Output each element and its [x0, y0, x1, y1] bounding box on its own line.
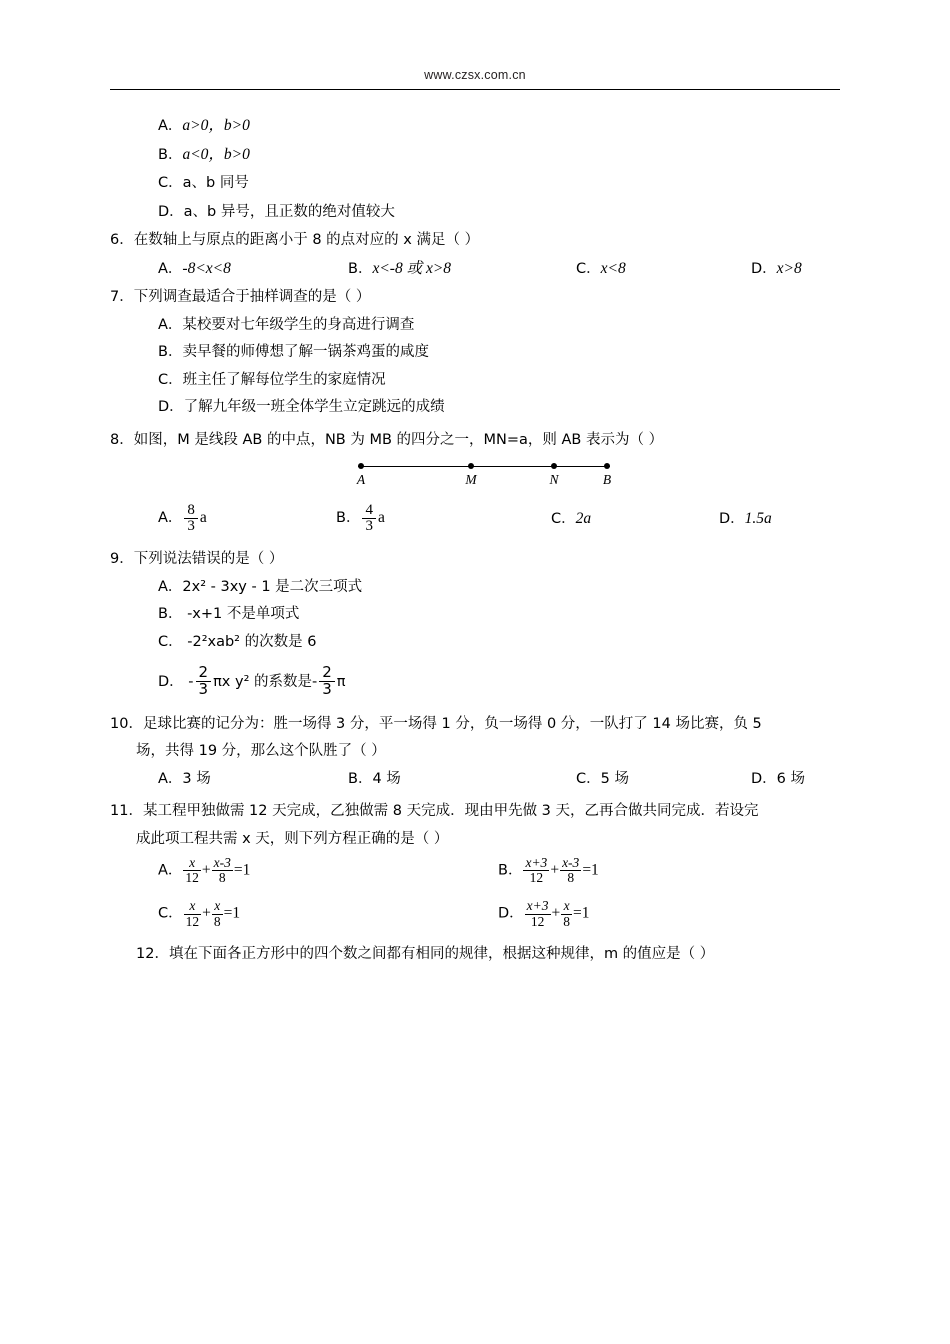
q7-stem [110, 290, 840, 305]
q9-option-b-text: -x+1 不是单项式 [187, 606, 300, 622]
q8-option-b-label: B． [336, 509, 361, 526]
q10-option-a-label: A． [158, 770, 183, 787]
q8-option-a-tail: a [199, 508, 207, 526]
q8-option-d-label: D． [719, 511, 745, 527]
q11-option-b-denominator-2: 8 [567, 870, 575, 886]
q7-option-d-text: 了解九年级一班全体学生立定跳远的成绩 [183, 399, 445, 415]
q11-option-a-plus: + [201, 861, 211, 879]
q8-option-a-fraction [184, 503, 198, 536]
question-7 [110, 290, 840, 415]
q11-stem-text-1: 某工程甲独做需 12 天完成，乙独做需 8 天完成．现由甲先做 3 天，乙再合做共同完成．若设完 [142, 803, 759, 819]
segment-point-a-dot [358, 463, 364, 469]
q10-option-b [348, 772, 576, 787]
q11-option-b-fraction-2 [560, 856, 581, 885]
question-6 [110, 233, 840, 276]
q10-stem-text-1: 足球比赛的记分为：胜一场得 3 分，平一场得 1 分，负一场得 0 分，一队打了 14 场比赛，负 5 [142, 715, 762, 732]
q11-option-c [158, 899, 498, 928]
q10-option-c [576, 772, 751, 787]
q9-option-c [158, 635, 840, 650]
q6-number: 6． [110, 232, 134, 248]
q7-option-c-label: C． [158, 371, 183, 388]
segment-label-a: A [356, 472, 366, 487]
q11-option-b-fraction-1 [523, 856, 549, 885]
q11-stem-line-2 [110, 832, 840, 847]
q11-option-d-denominator-2: 8 [563, 913, 571, 929]
segment-point-n-dot [551, 463, 557, 469]
q5-option-d [158, 204, 840, 220]
q10-option-c-label: C． [576, 770, 601, 787]
q8-option-b [336, 503, 551, 536]
q11-options-row-1 [158, 856, 840, 885]
q9-option-d-minus: - [188, 673, 194, 690]
q10-option-b-text: 4 场 [372, 770, 401, 787]
q8-option-d [719, 511, 772, 527]
q6-option-a-text: -8<x<8 [182, 259, 231, 277]
q7-option-d-label: D． [158, 399, 184, 415]
question-9 [110, 552, 840, 698]
q12-number: 12． [136, 945, 169, 962]
q11-options-row-2 [158, 899, 840, 928]
q10-stem-text-2: 场，共得 19 分，那么这个队胜了（ ） [136, 743, 386, 759]
q10-options [158, 772, 840, 787]
q9-option-c-text: -2²xab² 的次数是 6 [187, 633, 317, 650]
q11-option-c-fraction-2 [212, 899, 223, 928]
q10-option-d [751, 772, 805, 787]
q11-option-b-denominator-1: 12 [529, 870, 544, 886]
q11-option-d-label: D． [498, 905, 524, 922]
q9-option-d-denominator-1: 3 [198, 679, 209, 698]
q11-option-a-numerator-2: x-3 [213, 855, 231, 870]
q9-option-d-numerator-1: 2 [196, 665, 212, 682]
q10-option-a-text: 3 场 [182, 770, 211, 787]
q11-option-b-numerator-2: x-3 [562, 855, 580, 870]
q7-option-b [158, 345, 840, 360]
q7-option-c [158, 373, 840, 388]
q11-option-a-equals: =1 [233, 861, 251, 879]
q8-option-a-label: A． [158, 509, 183, 526]
q11-stem-line-1 [110, 804, 840, 819]
q9-option-d-denominator-2: 3 [322, 679, 332, 698]
q11-option-d-numerator-1: x+3 [526, 898, 549, 914]
q5-option-a-label: A． [158, 118, 183, 134]
q9-option-d-pi-2: π [336, 673, 346, 690]
q8-option-c [551, 511, 719, 527]
q6-option-b [348, 261, 576, 277]
q8-option-a-numerator: 8 [184, 503, 198, 520]
segment-point-b-dot [604, 463, 610, 469]
q11-option-a-denominator-2: 8 [218, 870, 226, 886]
q9-option-b [158, 607, 840, 622]
q9-option-d [158, 665, 840, 698]
q9-option-a-label: A． [158, 578, 183, 595]
q9-option-d-fraction-2 [319, 665, 335, 698]
q8-option-b-fraction [362, 503, 376, 536]
q11-option-d-fraction-1 [525, 899, 551, 928]
q11-option-b-numerator-1: x+3 [525, 855, 548, 870]
q11-option-c-denominator-2: 8 [213, 913, 221, 929]
segment-diagram [358, 457, 610, 493]
q8-option-a [158, 503, 336, 536]
q6-stem [110, 233, 840, 248]
q9-stem-text: 下列说法错误的是（ ） [133, 551, 284, 567]
q9-option-a-text: 2x² - 3xy - 1 是二次三项式 [182, 578, 363, 595]
q8-number: 8． [110, 431, 134, 448]
segment-label-b: B [602, 472, 612, 487]
q9-options [158, 580, 840, 698]
q9-option-d-fraction-1 [196, 665, 212, 698]
q11-option-a [158, 856, 498, 885]
q8-option-b-denominator: 3 [365, 518, 373, 535]
q5-option-d-label: D． [158, 203, 184, 220]
q9-option-d-middle-text: x y² 的系数是 [221, 673, 312, 690]
q11-option-a-fraction-2 [212, 856, 233, 885]
segment-label-m: M [465, 472, 477, 487]
q11-option-b-equals: =1 [582, 861, 599, 879]
q11-option-c-plus: + [202, 904, 211, 922]
q11-option-c-numerator-2: x [212, 899, 223, 914]
q7-option-a-text: 某校要对七年级学生的身高进行调查 [182, 316, 415, 333]
q6-option-b-label: B． [348, 260, 373, 277]
q8-option-c-label: C． [551, 511, 576, 527]
q6-stem-text: 在数轴上与原点的距离小于 8 的点对应的 x 满足（ ） [133, 232, 480, 248]
q8-option-b-tail: a [377, 508, 385, 526]
q10-stem-line-1 [110, 717, 840, 732]
q11-option-d-fraction-2 [561, 899, 572, 928]
q9-stem [110, 552, 840, 567]
document-content [110, 90, 840, 961]
q7-option-a [158, 318, 840, 333]
q7-option-c-text: 班主任了解每位学生的家庭情况 [182, 371, 386, 388]
q10-option-d-text: 6 场 [776, 770, 806, 787]
q5-option-d-text: a、b 异号，且正数的绝对值较大 [183, 203, 395, 220]
q5-option-b-label: B． [158, 146, 183, 163]
q9-option-d-minus-2: - [312, 673, 318, 690]
q5-option-c-label: C． [158, 175, 183, 191]
q5-option-c-text: a、b 同号 [182, 175, 249, 191]
q7-option-a-label: A． [158, 316, 183, 333]
q11-option-c-fraction-1 [184, 899, 202, 928]
q11-option-b-label: B． [498, 862, 523, 879]
q6-option-d [751, 261, 802, 277]
q6-option-c [576, 261, 751, 277]
q7-options [158, 318, 840, 415]
q8-options [158, 503, 840, 536]
q11-option-b [498, 856, 599, 885]
q8-option-d-text: 1.5a [744, 510, 772, 527]
q6-option-d-text: x>8 [776, 259, 802, 277]
q10-stem-line-2 [110, 744, 840, 759]
q10-number: 10． [110, 715, 143, 732]
q5-option-a-text: a>0，b>0 [182, 117, 250, 134]
q11-option-a-label: A． [158, 862, 183, 879]
segment-line [358, 466, 610, 467]
question-12 [110, 947, 840, 962]
q5-option-b [158, 147, 840, 163]
q6-option-a [158, 261, 348, 277]
q8-option-b-numerator: 4 [362, 503, 376, 520]
q10-option-d-label: D． [751, 770, 777, 787]
q5-option-a [158, 118, 840, 134]
q11-option-d-equals: =1 [573, 904, 590, 922]
q8-stem-text: 如图，M 是线段 AB 的中点，NB 为 MB 的四分之一，MN=a，则 AB 表示为（ ） [133, 431, 664, 448]
q11-option-d-numerator-2: x [561, 899, 572, 914]
q9-option-a [158, 580, 840, 595]
q11-option-a-fraction-1 [183, 856, 201, 885]
q7-stem-text: 下列调查最适合于抽样调查的是（ ） [133, 289, 371, 305]
q8-figure [110, 457, 840, 497]
q5-option-b-text: a<0，b>0 [182, 145, 250, 163]
page-header [110, 0, 840, 82]
segment-point-m-dot [468, 463, 474, 469]
q12-stem [110, 947, 840, 962]
question-10 [110, 717, 840, 787]
header-site-url: www.czsx.com.cn [424, 68, 526, 82]
segment-label-n: N [549, 472, 559, 487]
q7-option-d [158, 400, 840, 415]
q7-number: 7． [110, 289, 134, 305]
q11-option-c-label: C． [158, 905, 183, 922]
q9-option-d-numerator-2: 2 [319, 665, 335, 682]
q11-option-a-denominator-1: 12 [185, 870, 199, 886]
q6-option-c-text: x<8 [600, 259, 626, 277]
q11-stem-text-2: 成此项工程共需 x 天，则下列方程正确的是（ ） [136, 830, 449, 847]
q11-option-a-numerator-1: x [183, 856, 201, 871]
q9-option-c-label: C． [158, 633, 183, 650]
question-11 [110, 804, 840, 929]
q5-option-c [158, 175, 840, 191]
q11-option-c-equals: =1 [223, 904, 241, 922]
q9-option-d-pi-1: π [213, 673, 222, 690]
q11-option-d [498, 899, 590, 928]
q10-option-c-text: 5 场 [600, 770, 629, 787]
q9-number: 9． [110, 551, 134, 567]
q9-option-b-label: B． [158, 606, 183, 622]
q7-option-b-text: 卖早餐的师傅想了解一锅茶鸡蛋的咸度 [182, 344, 429, 360]
q11-option-d-plus: + [551, 904, 561, 922]
q7-option-b-label: B． [158, 344, 183, 360]
q6-option-d-label: D． [751, 260, 777, 277]
q6-options [158, 261, 840, 277]
q8-option-a-denominator: 3 [187, 518, 195, 535]
question-8 [110, 433, 840, 536]
q11-number: 11． [110, 803, 143, 819]
q12-stem-text: 填在下面各正方形中的四个数之间都有相同的规律，根据这种规律，m 的值应是（ ） [168, 945, 715, 962]
q6-option-b-text: x<-8 或 x>8 [372, 259, 452, 277]
q11-option-c-numerator-1: x [184, 899, 202, 914]
q11-option-c-denominator-1: 12 [185, 913, 200, 929]
q11-option-d-denominator-1: 12 [530, 913, 545, 929]
question-5-options [110, 118, 840, 219]
q9-option-d-label: D． [158, 673, 184, 690]
q11-option-b-plus: + [550, 861, 560, 879]
q8-stem [110, 433, 840, 448]
q10-option-a [158, 772, 348, 787]
q6-option-c-label: C． [576, 260, 601, 277]
q8-option-c-text: 2a [575, 510, 592, 527]
q6-option-a-label: A． [158, 260, 183, 277]
q10-option-b-label: B． [348, 770, 373, 787]
